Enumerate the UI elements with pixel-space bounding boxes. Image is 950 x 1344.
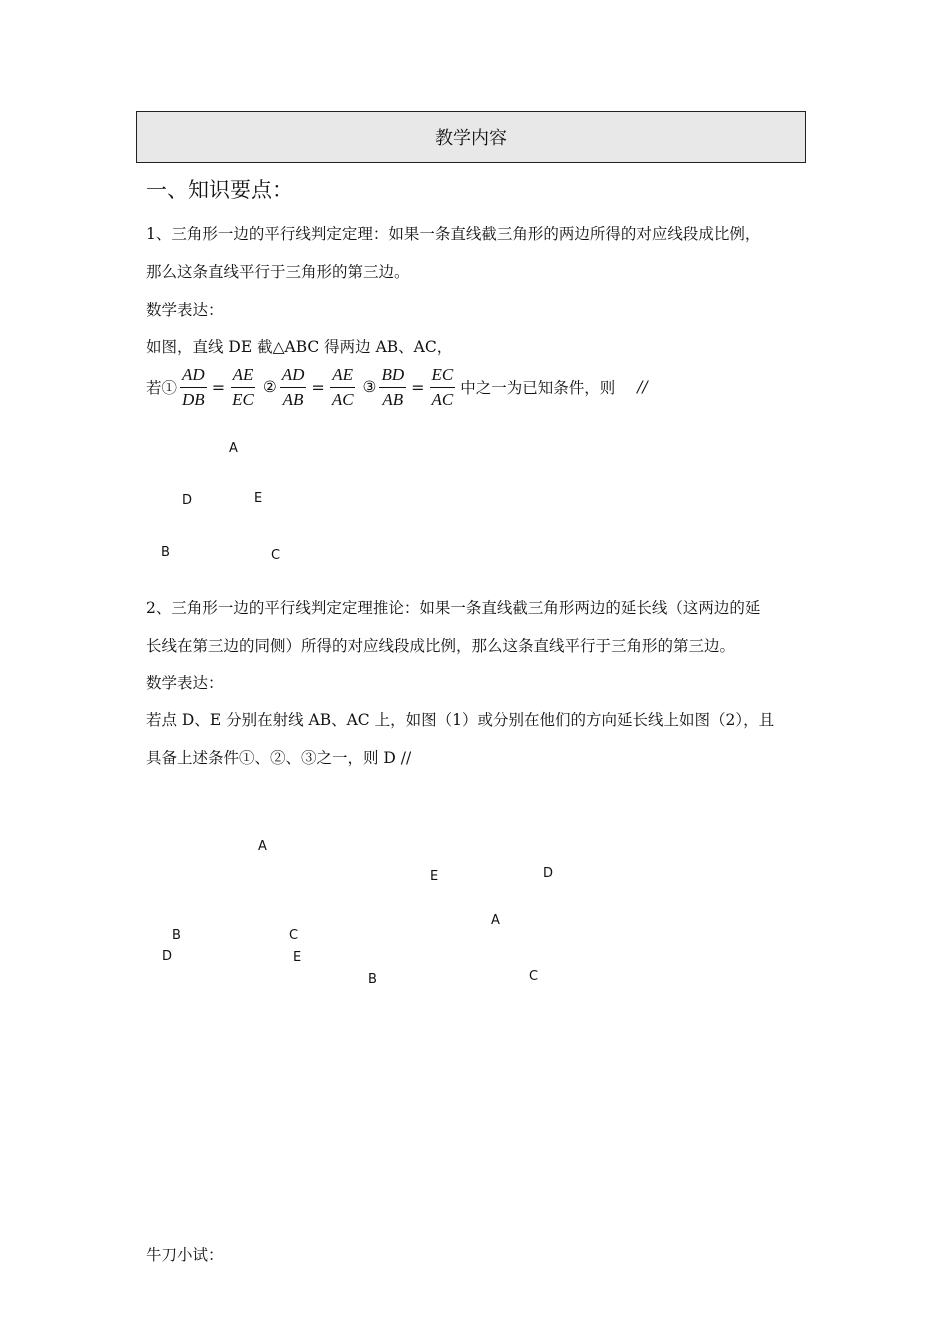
figure1-label-e: E — [293, 950, 302, 965]
fraction-numerator: AE — [330, 365, 355, 388]
figure1-label-a: A — [258, 839, 267, 854]
formula-prefix: 若① — [146, 379, 178, 397]
fraction-ae-ec — [230, 365, 256, 410]
figure2-label-d: D — [543, 866, 554, 881]
figure-label-a: A — [229, 441, 238, 456]
fraction-numerator: EC — [430, 365, 456, 388]
section-heading: 一、知识要点： — [146, 178, 293, 202]
equals-sign: = — [211, 377, 226, 397]
fraction-numerator: AD — [180, 365, 207, 388]
figure-label-c: C — [271, 548, 281, 563]
fraction-denominator: AC — [431, 389, 454, 409]
figure-label-b: B — [161, 545, 170, 560]
circled-two: ② — [262, 378, 277, 396]
figure2-label-c: C — [529, 969, 539, 984]
figure1-label-c: C — [289, 928, 299, 943]
circled-three: ③ — [362, 378, 377, 396]
figure2-label-b: B — [368, 972, 377, 987]
theorem1-math-label: 数学表达： — [146, 301, 224, 319]
fraction-denominator: DB — [182, 389, 205, 409]
fraction-numerator: BD — [379, 365, 406, 388]
figure1-label-d: D — [162, 949, 173, 964]
equals-sign: = — [311, 377, 325, 397]
fraction-numerator: AE — [231, 365, 256, 388]
figure1-label-b: B — [172, 928, 181, 943]
figure2-label-a: A — [491, 913, 500, 928]
proportion-formula — [146, 360, 648, 414]
fraction-ad-db — [180, 365, 207, 410]
fraction-numerator: AD — [280, 365, 307, 388]
figure2-label-e: E — [430, 869, 439, 884]
theorem2-math-label: 数学表达： — [146, 674, 224, 692]
theorem1-line1: 1、三角形一边的平行线判定定理：如果一条直线截三角形的两边所得的对应线段成比例， — [146, 225, 761, 243]
figure-label-d: D — [182, 493, 193, 508]
content-header-box — [136, 111, 806, 163]
figure-label-e: E — [254, 491, 263, 506]
fraction-ad-ab — [280, 365, 307, 410]
formula-suffix: 中之一为已知条件，则 — [460, 379, 616, 397]
fraction-denominator: AB — [282, 389, 304, 409]
theorem2-line3: 若点 D、E 分别在射线 AB、AC 上，如图（1）或分别在他们的方向延长线上如图（2），且 — [146, 711, 775, 729]
theorem2-line1: 2、三角形一边的平行线判定定理推论：如果一条直线截三角形两边的延长线（这两边的延 — [146, 599, 761, 617]
fraction-ae-ac — [330, 365, 356, 410]
fraction-denominator: AC — [331, 389, 354, 409]
exercise-label: 牛刀小试： — [146, 1246, 224, 1264]
fraction-denominator: AB — [382, 389, 404, 409]
parallel-symbol: // — [637, 378, 648, 396]
header-title: 教学内容 — [435, 128, 507, 149]
theorem1-figure-text: 如图，直线 DE 截△ABC 得两边 AB、AC， — [146, 338, 453, 356]
fraction-ec-ac — [430, 365, 456, 410]
fraction-bd-ab — [379, 365, 406, 410]
theorem2-line4: 具备上述条件①、②、③之一，则 D // — [146, 749, 412, 767]
theorem2-line2: 长线在第三边的同侧）所得的对应线段成比例，那么这条直线平行于三角形的第三边。 — [146, 637, 736, 655]
equals-sign: = — [411, 377, 425, 397]
fraction-denominator: EC — [232, 389, 254, 409]
theorem1-line2: 那么这条直线平行于三角形的第三边。 — [146, 263, 410, 281]
